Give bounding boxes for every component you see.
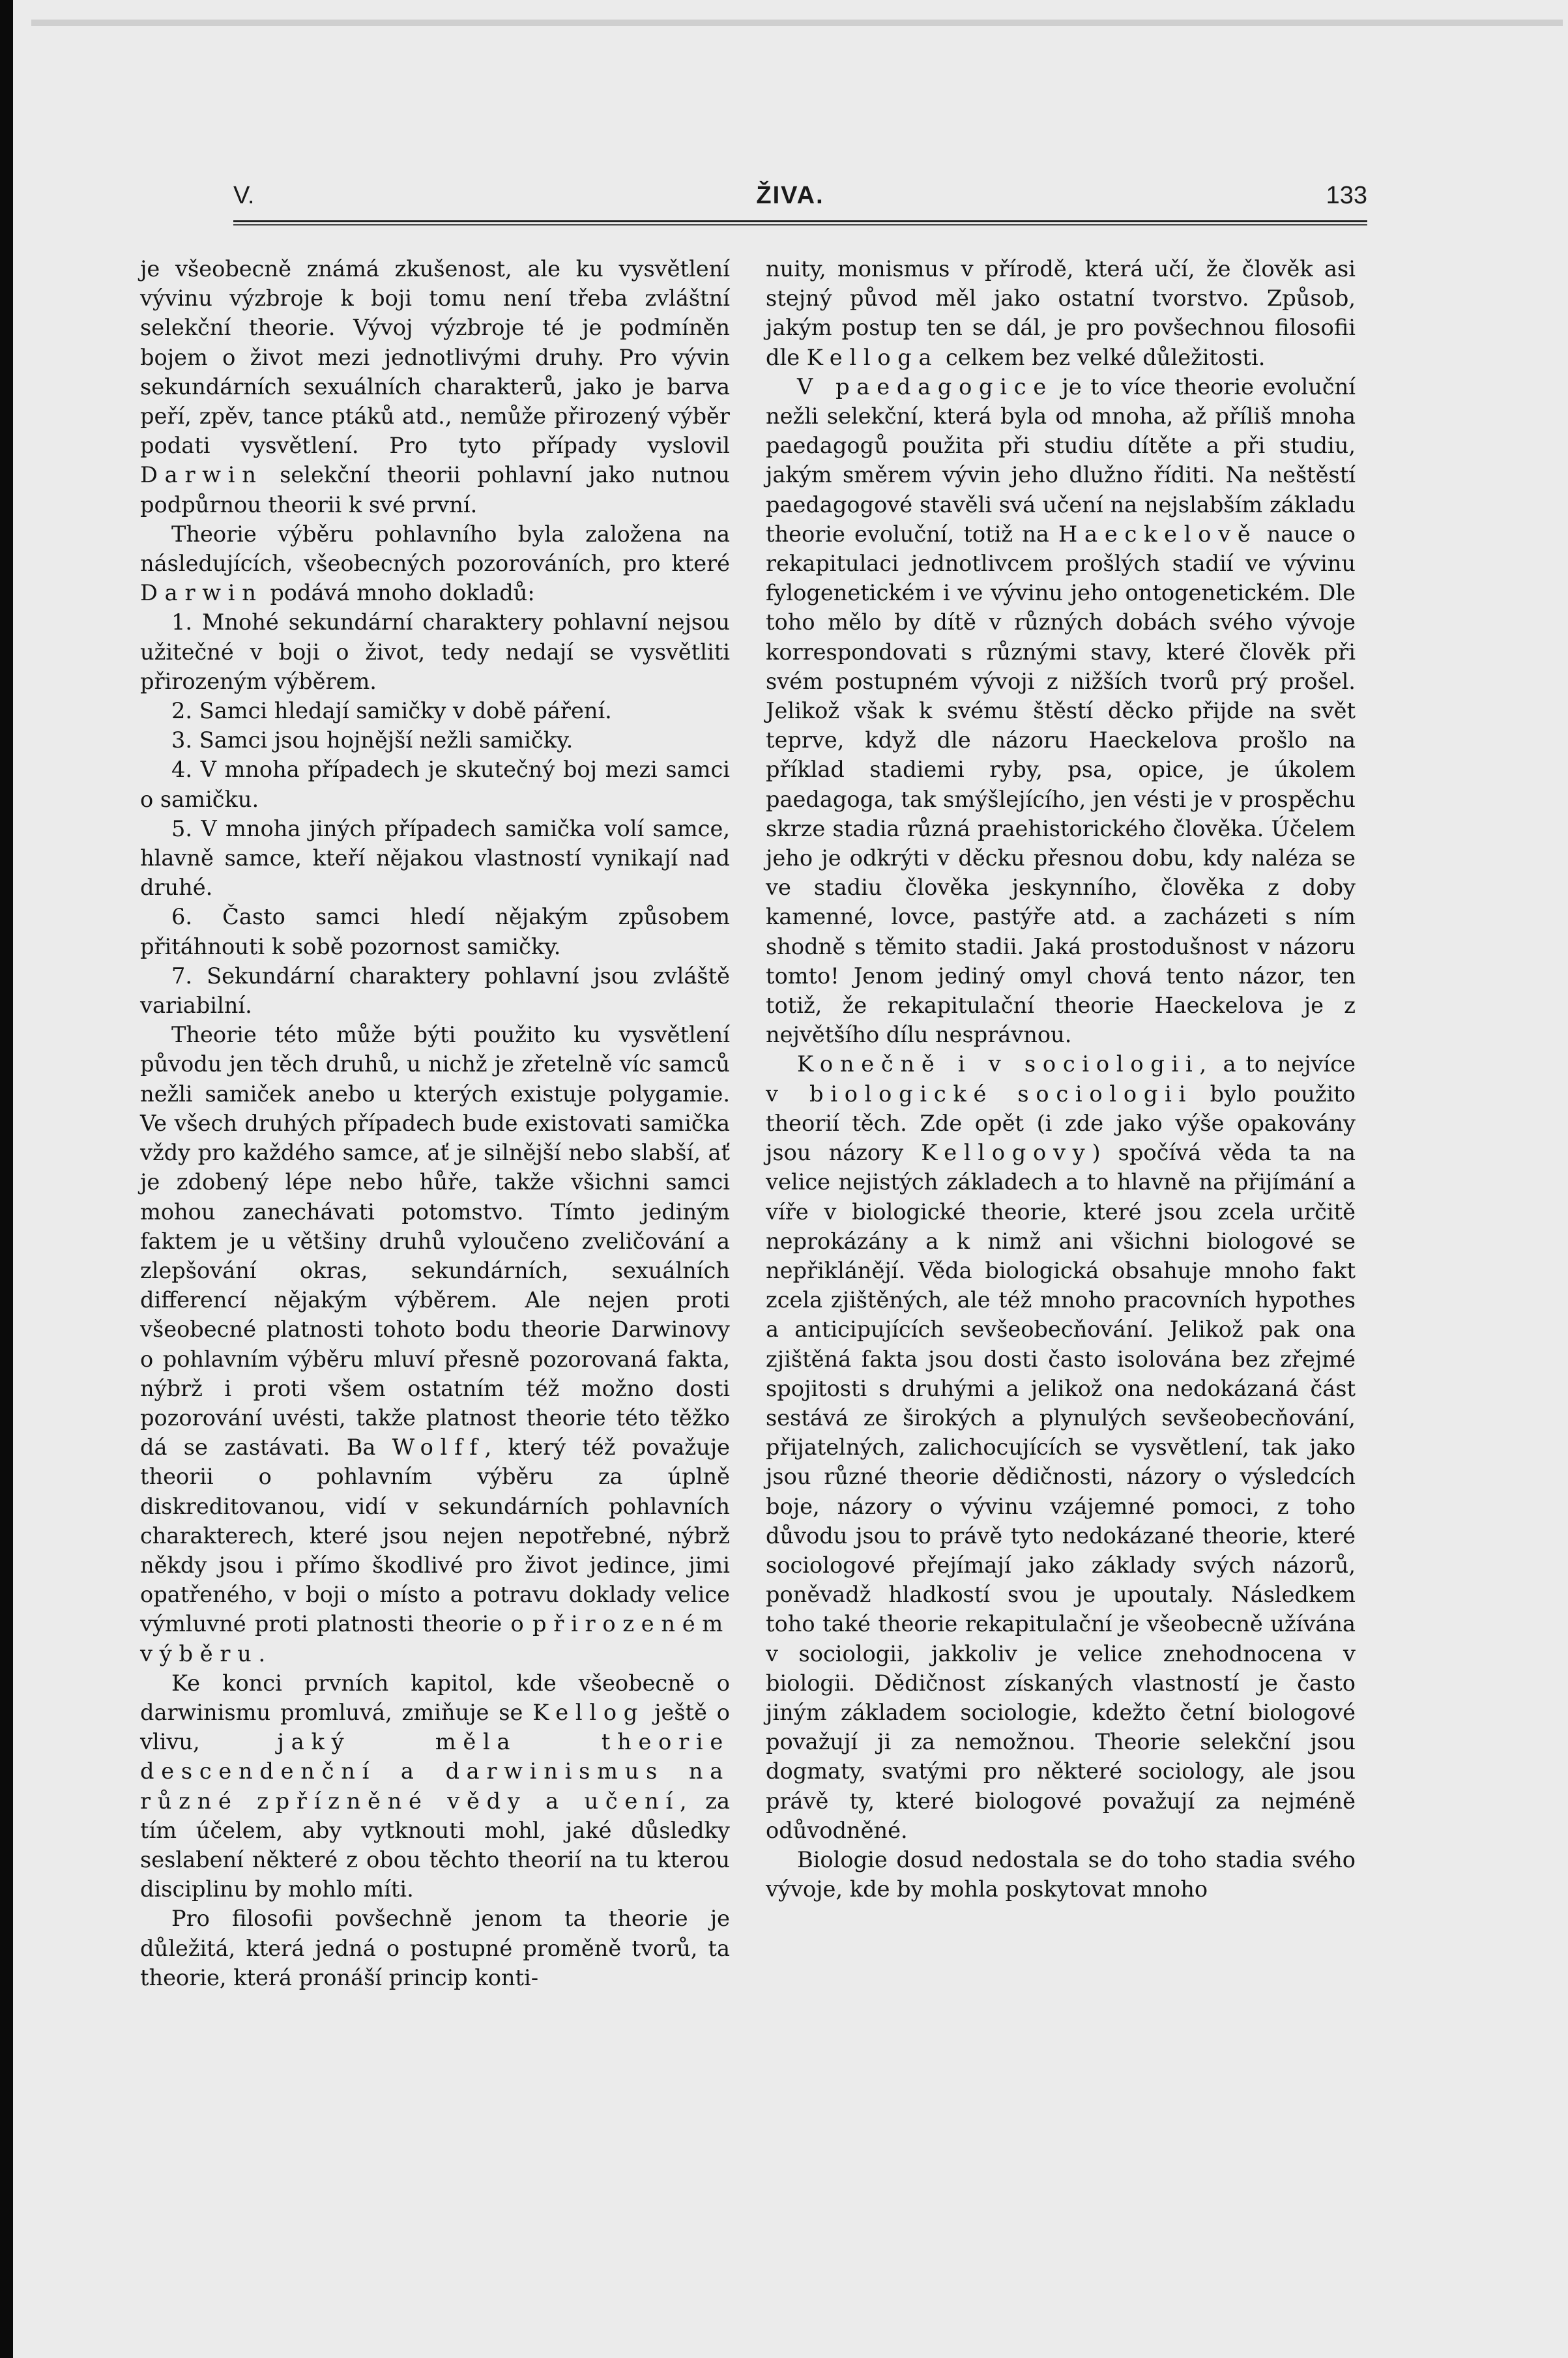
page-number: 133 [1326, 181, 1367, 209]
paragraph: Konečně i v sociologii, a to nejvíce v biologické sociologii bylo použito theorií těch. Zde opět (i zde jako výše opakovány jsou názory Kellogovy) spočívá věda ta na velice nejistých základech a to hlavně na přijímání a víře v biologické theorie, které jsou zcela určitě neprokázány a k nimž ani všichni biologové se nepřiklánějí. Věda biologická obsahuje mnoho fakt zcela zjištěných, ale též mnoho pracovních hypothes a anticipujících sevšeobecňování. Jelikož pak ona zjištěná fakta jsou dosti často isolována bez zřejmé spojitosti s druhými a jelikož ona nedokázaná část sestává ze širokých a plynulých sevšeobecňování, přijatelných, zalichocujících se vysvětlení, tak jako jsou různé theorie dědičnosti, názory o výsledcích boje, názory o vývinu vzájemné pomoci, z toho důvodu jsou to právě tyto nedokázané theorie, které sociologové přejímají jako základy svých názorů, poněvadž hladkostí svou je upoutaly. Následkem toho také theorie rekapitulační je všeobecně užívána v sociologii, jakkoliv je velice znehodnocena v biologii. Dědičnost získaných vlastností je často jiným základem sociologie, kdežto četní biologové považují ji za nemožnou. Theorie selekční jsou dogmaty, svatými pro některé sociology, ale jsou právě ty, které biologové považují za nejméně odůvodněné. [766, 1051, 1356, 1843]
spaced-phrase: V paedagogice [797, 373, 1053, 400]
spaced-name: Kellogovy [921, 1140, 1092, 1166]
spaced-phrase: jaký měla theorie descendenční a darwinismus na různé zpřízněné vědy a učení, [140, 1729, 730, 1814]
list-item: 3. Samci jsou hojnější nežli samičky. [171, 727, 573, 753]
right-column [766, 254, 1356, 1904]
paragraph: Theorie této může býti použito ku vysvětlení původu jen těch druhů, u nichž je zřetelně víc samců nežli samiček anebo u kterých existuje polygamie. Ve všech druhých případech bude existovati samička vždy pro každého samce, ať je silnější nebo slabší, ať je zdobený lépe nebo hůře, takže všichni samci mohou zanechávati potomstvo. Tímto jediným faktem je u většiny druhů vyloučeno zveličování a zlepšování okras, sekundárních, sexuálních differencí nějakým výběrem. Ale nejen proti všeobecné platnosti tohoto bodu theorie Darwinovy o pohlavním výběru mluví přesně pozorovaná fakta, nýbrž i proti všem ostatním též možno dosti pozorování uvésti, takže platnost theorie této těžko dá se zastávati. Ba Wolff, který též považuje theorii o pohlavním výběru za úplně diskreditovanou, vidí v sekundárních pohlavních charakterech, které jsou nejen nepotřebné, nýbrž někdy jsou i přímo škodlivé pro život jedince, jimi opatřeného, v boji o místo a potravu doklady velice výmluvné proti platnosti theorie o přirozeném výběru. [140, 1022, 730, 1667]
spaced-name: Darwin [140, 580, 263, 606]
list-item: 5. V mnoha jiných případech samička volí samce, hlavně samce, kteří nějakou vlastností vynikají nad druhé. [140, 815, 730, 901]
scanned-page [13, 0, 1568, 2358]
spaced-name: Haeckelově [1058, 521, 1258, 547]
list-item: 7. Sekundární charaktery pohlavní jsou zvláště variabilní. [140, 963, 730, 1019]
spaced-phrase: přirozeném výběru. [140, 1611, 730, 1667]
paragraph: Theorie výběru pohlavního byla založena na následujících, všeobecných pozorováních, pro které Darwin podává mnoho dokladů: [140, 521, 730, 606]
scan-artifact [31, 20, 1563, 26]
paragraph: V paedagogice je to více theorie evoluční nežli selekční, která byla od mnoha, až příliš mnoha paedagogů použita při studiu dítěte a při studiu, jakým směrem vývin jeho dlužno říditi. Na neštěstí paedagogové stavěli svá učení na nejslabším základu theorie evoluční, totiž na Haeckelově nauce o rekapitulaci jednotlivcem prošlých stadií ve vývinu fylogenetickém i ve vývinu jeho ontogenetickém. Dle toho mělo by dítě v různých dobách svého vývoje korrespondovati s různými stavy, které člověk při svém postupném vývoji z nižších tvorů prý prošel. Jelikož však k svému štěstí děcko přijde na svět teprve, když dle názoru Haeckelova prošlo na příklad stadiemi ryby, psa, opice, je úkolem paedagoga, tak smýšlejícího, jen vésti je v prospěchu skrze stadia různá praehistorického člověka. Účelem jeho je odkrýti v děcku přesnou dobu, kdy naléza se ve stadiu člověka jeskynního, člověka z doby kamenné, lovce, pastýře atd. a zacházeti s ním shodně s těmito stadii. Jaká prostodušnost v názoru tomto! Jenom jediný omyl chová tento názor, ten totiž, že rekapitulační theorie Haeckelova je z největšího dílu nesprávnou. [766, 373, 1356, 1048]
list-item: 2. Samci hledají samičky v době páření. [171, 698, 612, 724]
list-item: 1. Mnohé sekundární charaktery pohlavní nejsou užitečné v boji o život, tedy nedají se vysvětliti přirozeným výběrem. [140, 609, 730, 694]
list-item: 4. V mnoha případech je skutečný boj mezi samci o samičku. [140, 757, 730, 812]
spaced-phrase: v biologické sociologii [766, 1081, 1193, 1107]
spaced-name: Kellog [532, 1699, 645, 1725]
spaced-name: Wolff [392, 1434, 485, 1461]
spaced-name: Darwin [140, 462, 263, 488]
volume-number: V. [233, 181, 255, 209]
journal-title: ŽIVA. [756, 181, 824, 209]
paragraph: Biologie dosud nedostala se do toho stadia svého vývoje, kde by mohla poskytovat mnoho [766, 1846, 1356, 1902]
running-header [233, 176, 1367, 215]
header-rule [233, 220, 1367, 226]
spaced-name: Kelloga [806, 344, 939, 370]
paragraph: nuity, monismus v přírodě, která učí, že člověk asi stejný původ měl jako ostatní tvorstvo. Způsob, jakým postup ten se dál, je pro povšechnou filosofii dle Kelloga celkem bez velké důležitosti. [766, 256, 1356, 370]
list-item: 6. Často samci hledí nějakým způsobem přitáhnouti k sobě pozornost samičky. [140, 904, 730, 959]
paragraph: Pro filosofii povšechně jenom ta theorie je důležitá, která jedná o postupné proměně tvorů, ta theorie, která pronáší princip konti- [140, 1906, 730, 1990]
left-column [140, 254, 730, 1992]
paragraph: Ke konci prvních kapitol, kde všeobecně o darwinismu promluvá, zmiňuje se Kellog ještě o vlivu, jaký měla theorie descendenční a darwinismus na různé zpřízněné vědy a učení, za tím účelem, aby vytknouti mohl, jaké důsledky seslabení některé z obou těchto theorií na tu kterou disciplinu by mohlo míti. [140, 1670, 730, 1902]
spaced-phrase: Konečně i v sociologii, [797, 1051, 1213, 1077]
paragraph: je všeobecně známá zkušenost, ale ku vysvětlení vývinu výzbroje k boji tomu není třeba zvláštní selekční theorie. Vývoj výzbroje té je podmíněn bojem o život mezi jednotlivými druhy. Pro vývin sekundárních sexuálních charakterů, jako je barva peří, zpěv, tance ptáků atd., nemůže přirozený výběr podati vysvětlení. Pro tyto případy vyslovil Darwin selekční theorii pohlavní jako nutnou podpůrnou theorii k své první. [140, 256, 730, 517]
